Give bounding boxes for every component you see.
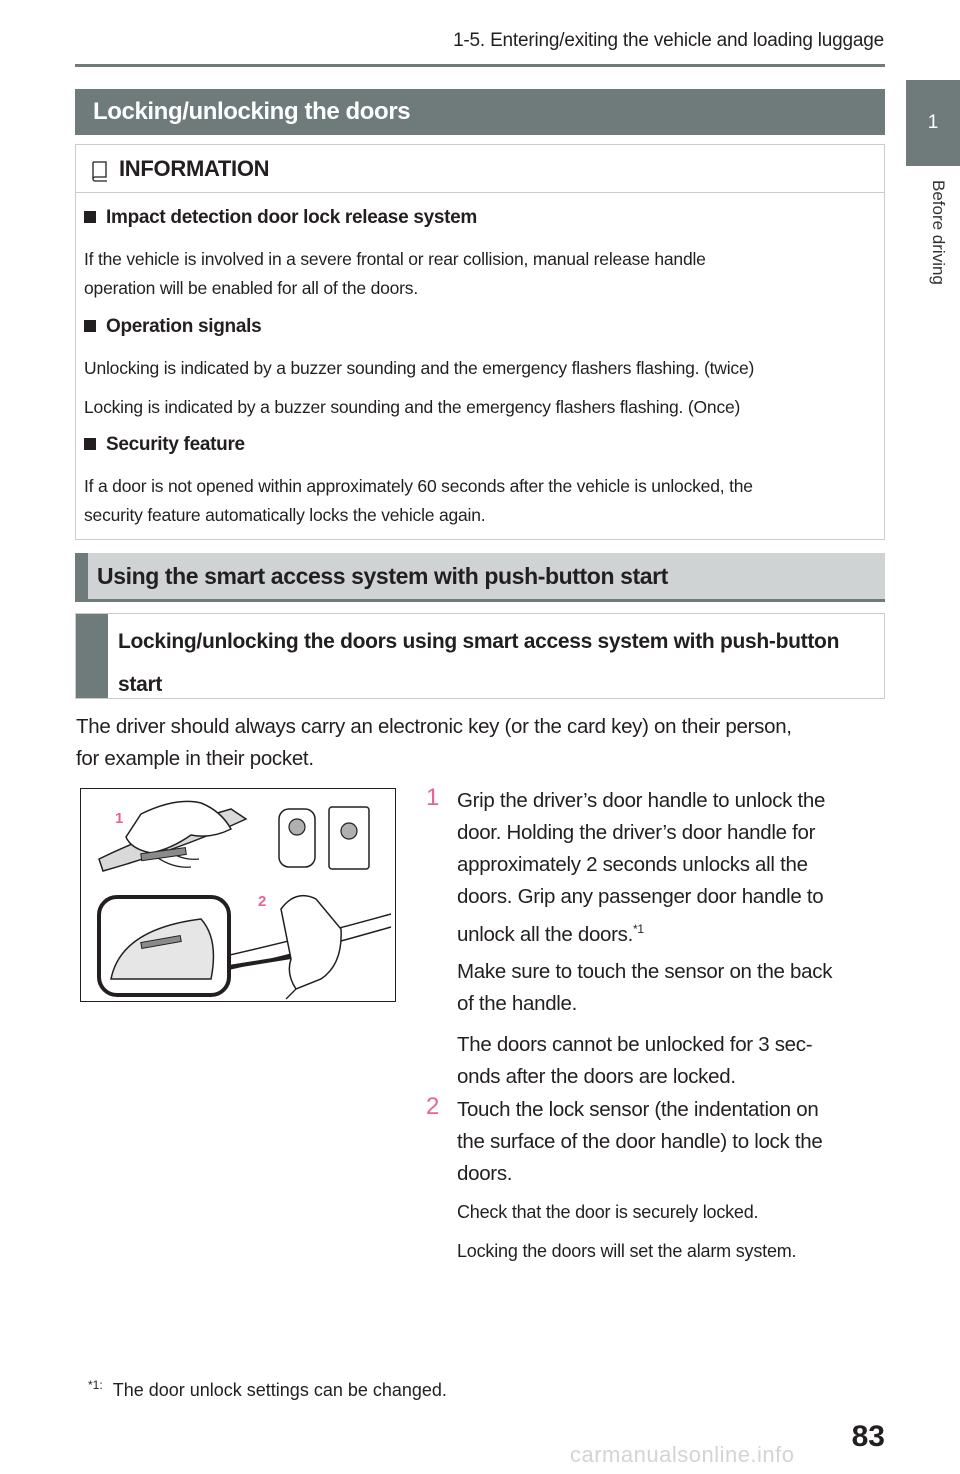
- step-number-1: 1: [426, 784, 440, 811]
- step-2-text: Touch the lock sensor (the indentation on the surface of the door handle) to lock the doors.: [457, 1098, 823, 1185]
- square-bullet-icon: [84, 438, 96, 450]
- info-subheading-signals: Operation signals: [84, 316, 261, 338]
- information-divider: [76, 192, 884, 193]
- chapter-tab: 1: [906, 80, 960, 166]
- step-1-note-delay: The doors cannot be unlocked for 3 sec- onds after the doors are locked.: [457, 1033, 813, 1088]
- page-number: 83: [851, 1420, 885, 1453]
- figure-label-1: 1: [115, 810, 124, 827]
- footnote-ref: *1: [633, 922, 644, 936]
- info-paragraph-unlock-signal: Unlocking is indicated by a buzzer sounding and the emergency flashers flashing. (twice): [84, 358, 755, 378]
- book-icon: [90, 160, 110, 182]
- step-1-note-sensor: Make sure to touch the sensor on the back of the handle.: [457, 960, 833, 1015]
- info-paragraph-lock-signal: Locking is indicated by a buzzer sounding and the emergency flashers flashing. (Once): [84, 397, 741, 417]
- square-bullet-icon: [84, 320, 96, 332]
- door-handle-illustration: [80, 788, 396, 1002]
- info-paragraph-impact: If the vehicle is involved in a severe frontal or rear collision, manual release handle operation will be enabled for all of the doors.: [84, 249, 706, 298]
- figure-label-2: 2: [258, 893, 267, 910]
- watermark: carmanualsonline.info: [570, 1442, 795, 1467]
- door-handle-drawing: [81, 789, 395, 1001]
- information-title: INFORMATION: [119, 156, 270, 181]
- subsection-title: Locking/unlocking the doors using smart access system with push-button start: [118, 630, 840, 696]
- header-rule: [75, 64, 885, 67]
- info-paragraph-security: If a door is not opened within approximately 60 seconds after the vehicle is unlocked, the security feature automatically locks the vehicle again.: [84, 476, 753, 525]
- square-bullet-icon: [84, 211, 96, 223]
- chapter-label: Before driving: [929, 180, 948, 285]
- step-2-note-alarm: Locking the doors will set the alarm system.: [457, 1241, 797, 1261]
- subsection-accent-bar: [76, 614, 108, 698]
- running-header: 1-5. Entering/exiting the vehicle and loading luggage: [453, 30, 884, 51]
- section-accent-bar: [75, 553, 88, 599]
- section-rule: [75, 599, 885, 602]
- intro-paragraph: The driver should always carry an electronic key (or the card key) on their person, for example in their pocket.: [76, 715, 792, 770]
- section-heading-locking: Locking/unlocking the doors: [75, 89, 885, 135]
- footnote: $^{*1:}$ The door unlock settings can be changed.: [88, 1378, 447, 1400]
- step-number-2: 2: [426, 1093, 440, 1120]
- step-1-text: Grip the driver’s door handle to unlock the door. Holding the driver’s door handle for approximately 2 seconds unlocks all the doors. Grip any passenger door handle to unlock all the doors.$^{*1}$: [457, 789, 826, 946]
- section-heading-smart-access: Using the smart access system with push-button start: [75, 553, 885, 599]
- info-subheading-security: Security feature: [84, 434, 245, 456]
- step-2-note-check: Check that the door is securely locked.: [457, 1202, 759, 1222]
- info-subheading-impact: Impact detection door lock release system: [84, 207, 477, 229]
